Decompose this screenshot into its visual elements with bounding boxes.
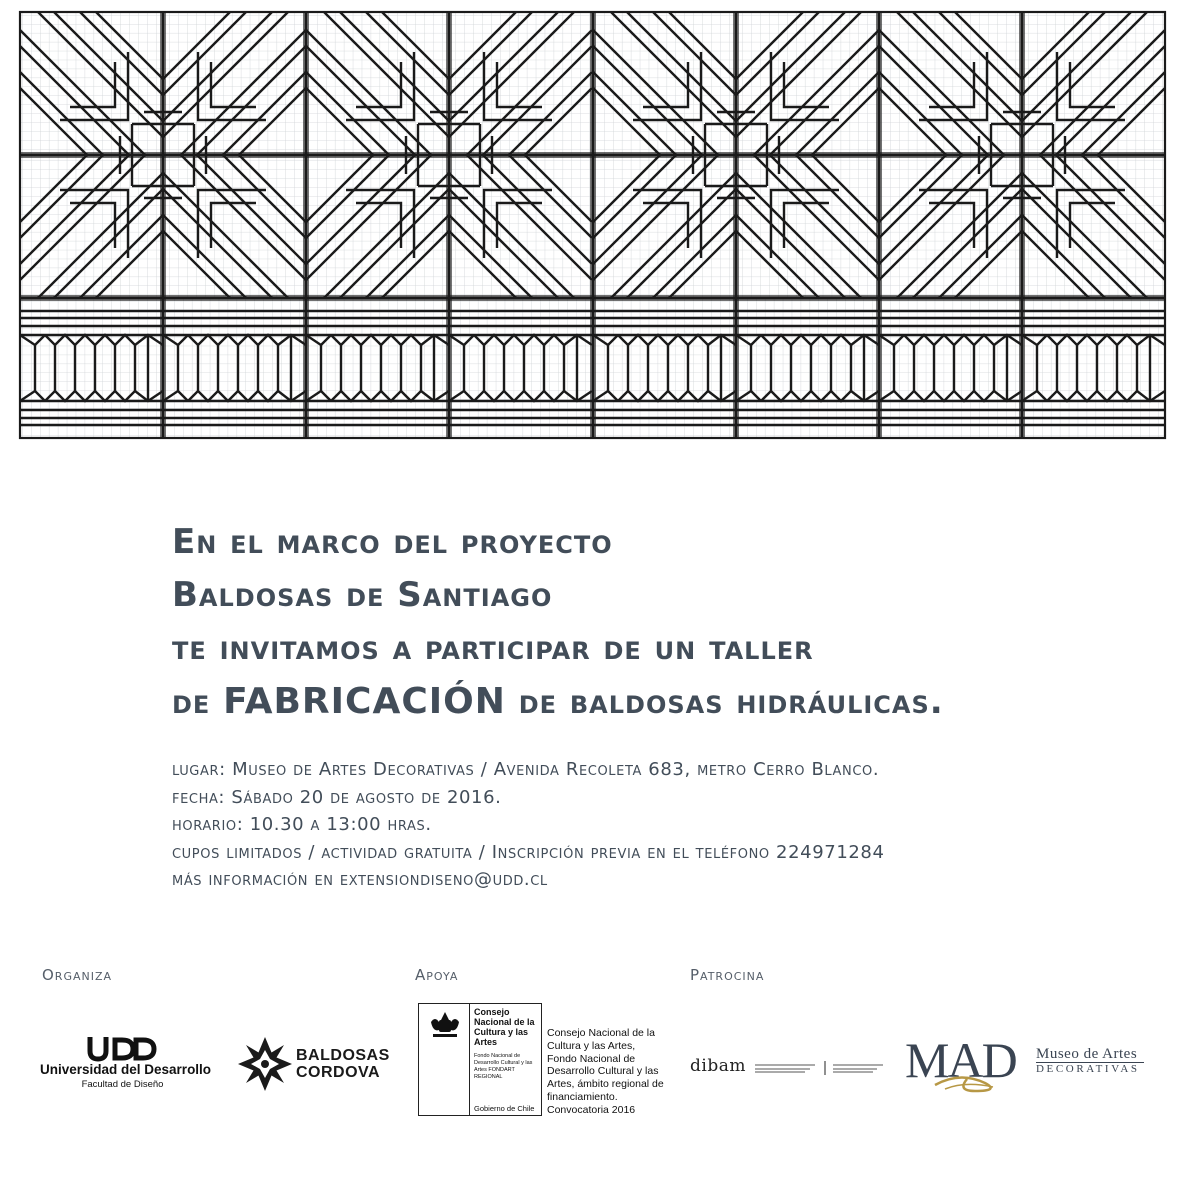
mad-logo-icon [905,1033,1030,1093]
headline-line-3: te invitamos a participar de un taller [172,628,814,668]
headline-line-1: En el marco del proyecto [172,522,613,562]
cnca-logo-box [418,1003,542,1116]
dibam-small-print-icon [755,1061,885,1075]
headline-line-4-pre: de [172,682,224,722]
dibam-wordmark: dibam [690,1056,746,1076]
udd-subtitle: Facultad de Diseño [81,1079,164,1090]
headline-line-4-emphasis: FABRICACIÓN [223,681,506,722]
detail-lugar: lugar: Museo de Artes Decorativas / Avenida Recoleta 683, metro Cerro Blanco. [172,759,880,780]
tile-pattern-illustration [0,0,1181,460]
cnca-fund: Fondo Nacional de Desarrollo Cultural y las Artes FONDART REGIONAL [474,1053,533,1080]
cnca-description: Consejo Nacional de la Cultura y las Artes, Fondo Nacional de Desarrollo Cultural y las Artes, ámbito regional de financiamiento. Convocatoria 2016 [547,1027,664,1116]
event-details [172,756,885,894]
detail-cupos: cupos limitados / actividad gratuita / Inscripción previa en el teléfono 224971284 [172,841,885,863]
patrocina-label: Patrocina [690,966,765,984]
detail-info: más información en extensiondiseno@udd.cl [172,869,548,890]
udd-logo-icon [86,1037,158,1063]
apoya-label: Apoya [415,966,459,984]
cordova-line-1: BALDOSAS [296,1047,390,1064]
invitation-headline [172,516,944,728]
cordova-line-2: CORDOVA [296,1064,381,1081]
udd-name: Universidad del Desarrollo [40,1062,212,1077]
detail-fecha: fecha: Sábado 20 de agosto de 2016. [172,786,502,808]
detail-horario: horario: 10.30 a 13:00 hras. [172,814,432,835]
cordova-wordmark [296,1047,390,1081]
cnca-title: Consejo Nacional de la Cultura y las Artes [474,1007,535,1047]
mad-line-2: DECORATIVAS [1036,1063,1140,1075]
headline-line-2: Baldosas de Santiago [172,575,553,615]
cnca-gobierno: Gobierno de Chile [474,1104,535,1113]
organiza-label: Organiza [42,966,113,984]
chile-coat-of-arms-icon [427,1010,463,1040]
mad-line-1: Museo de Artes [1036,1046,1138,1062]
mad-rule [1036,1062,1144,1063]
headline-line-4-post: de baldosas hidráulicas. [505,682,944,722]
mad-logo-mark: MAD [905,1033,1016,1088]
headline-line-4 [172,675,944,728]
cordova-logo-icon [238,1036,292,1092]
cnca-divider [469,1004,470,1115]
